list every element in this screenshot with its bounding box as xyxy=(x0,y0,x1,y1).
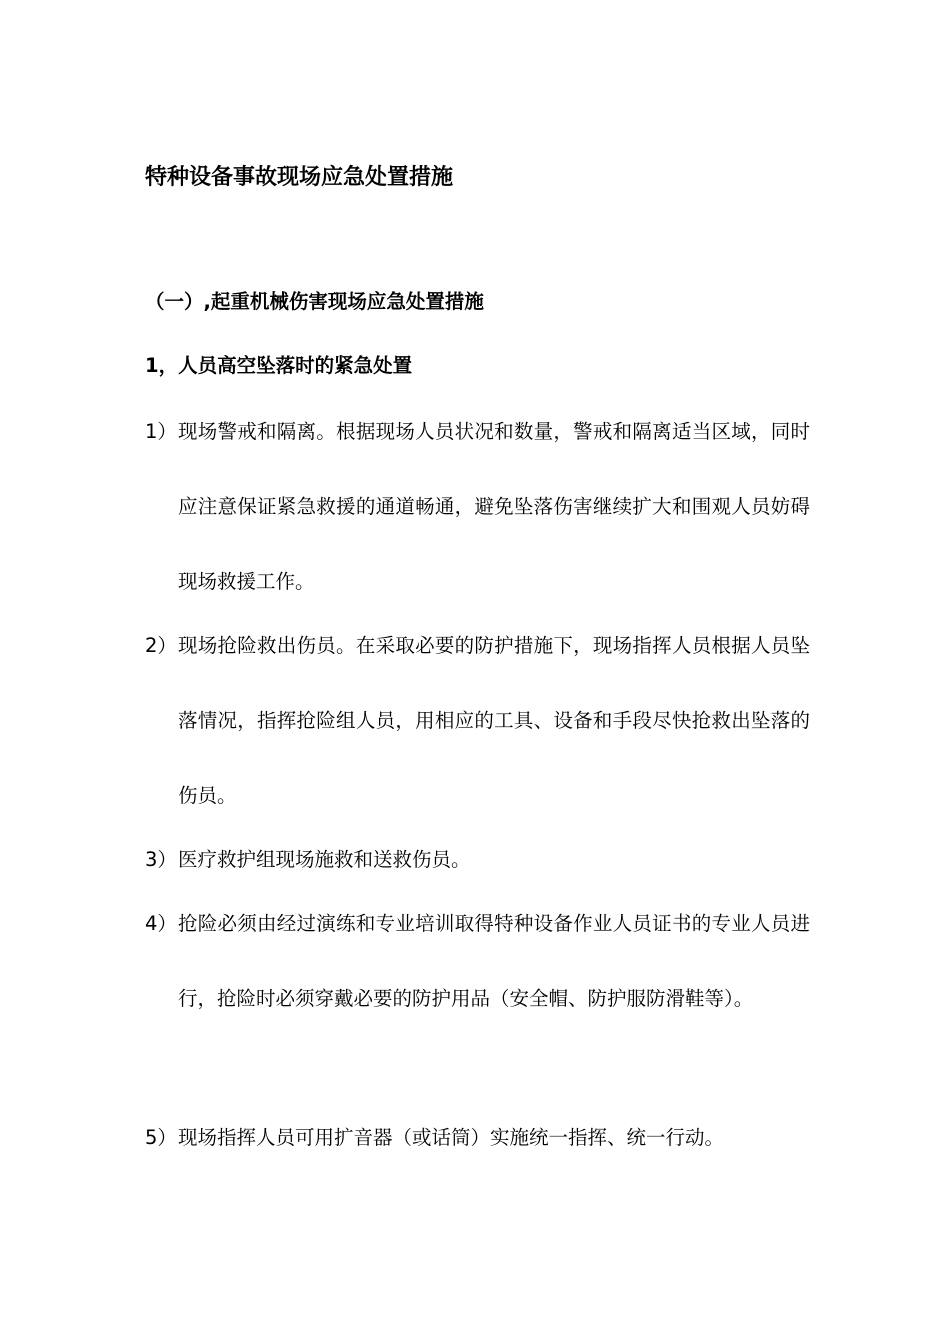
list-item-text: 现场抢险救出伤员。在采取必要的防护措施下，现场指挥人员根据人员坠落情况，指挥抢险组人员，用相应的工具、设备和手段尽快抢救出坠落的伤员。 xyxy=(178,634,810,807)
list-item-text: 现场指挥人员可用扩音器（或话筒）实施统一指挥、统一行动。 xyxy=(178,1126,725,1149)
list-item-number: 4） xyxy=(145,912,177,935)
section-heading: （一）,起重机械伤害现场应急处置措施 xyxy=(145,290,484,313)
sub-heading: 1，人员高空坠落时的紧急处置 xyxy=(145,354,413,377)
list-item xyxy=(145,1100,810,1175)
list-item xyxy=(145,886,810,1036)
document-title: 特种设备事故现场应急处置措施 xyxy=(145,165,454,190)
list-item-number: 5） xyxy=(145,1126,177,1149)
list-item-number: 1） xyxy=(145,420,177,443)
list-item-text: 抢险必须由经过演练和专业培训取得特种设备作业人员证书的专业人员进行，抢险时必须穿戴必要的防护用品（安全帽、防护服防滑鞋等）。 xyxy=(178,912,810,1010)
list-item xyxy=(145,608,810,833)
list-item-text: 现场警戒和隔离。根据现场人员状况和数量，警戒和隔离适当区域，同时应注意保证紧急救援的通道畅通，避免坠落伤害继续扩大和围观人员妨碍现场救援工作。 xyxy=(178,420,810,593)
list-item-number: 2） xyxy=(145,634,177,657)
list-item-text: 医疗救护组现场施救和送救伤员。 xyxy=(178,848,471,871)
list-item-number: 3） xyxy=(145,848,177,871)
list-item xyxy=(145,394,810,619)
